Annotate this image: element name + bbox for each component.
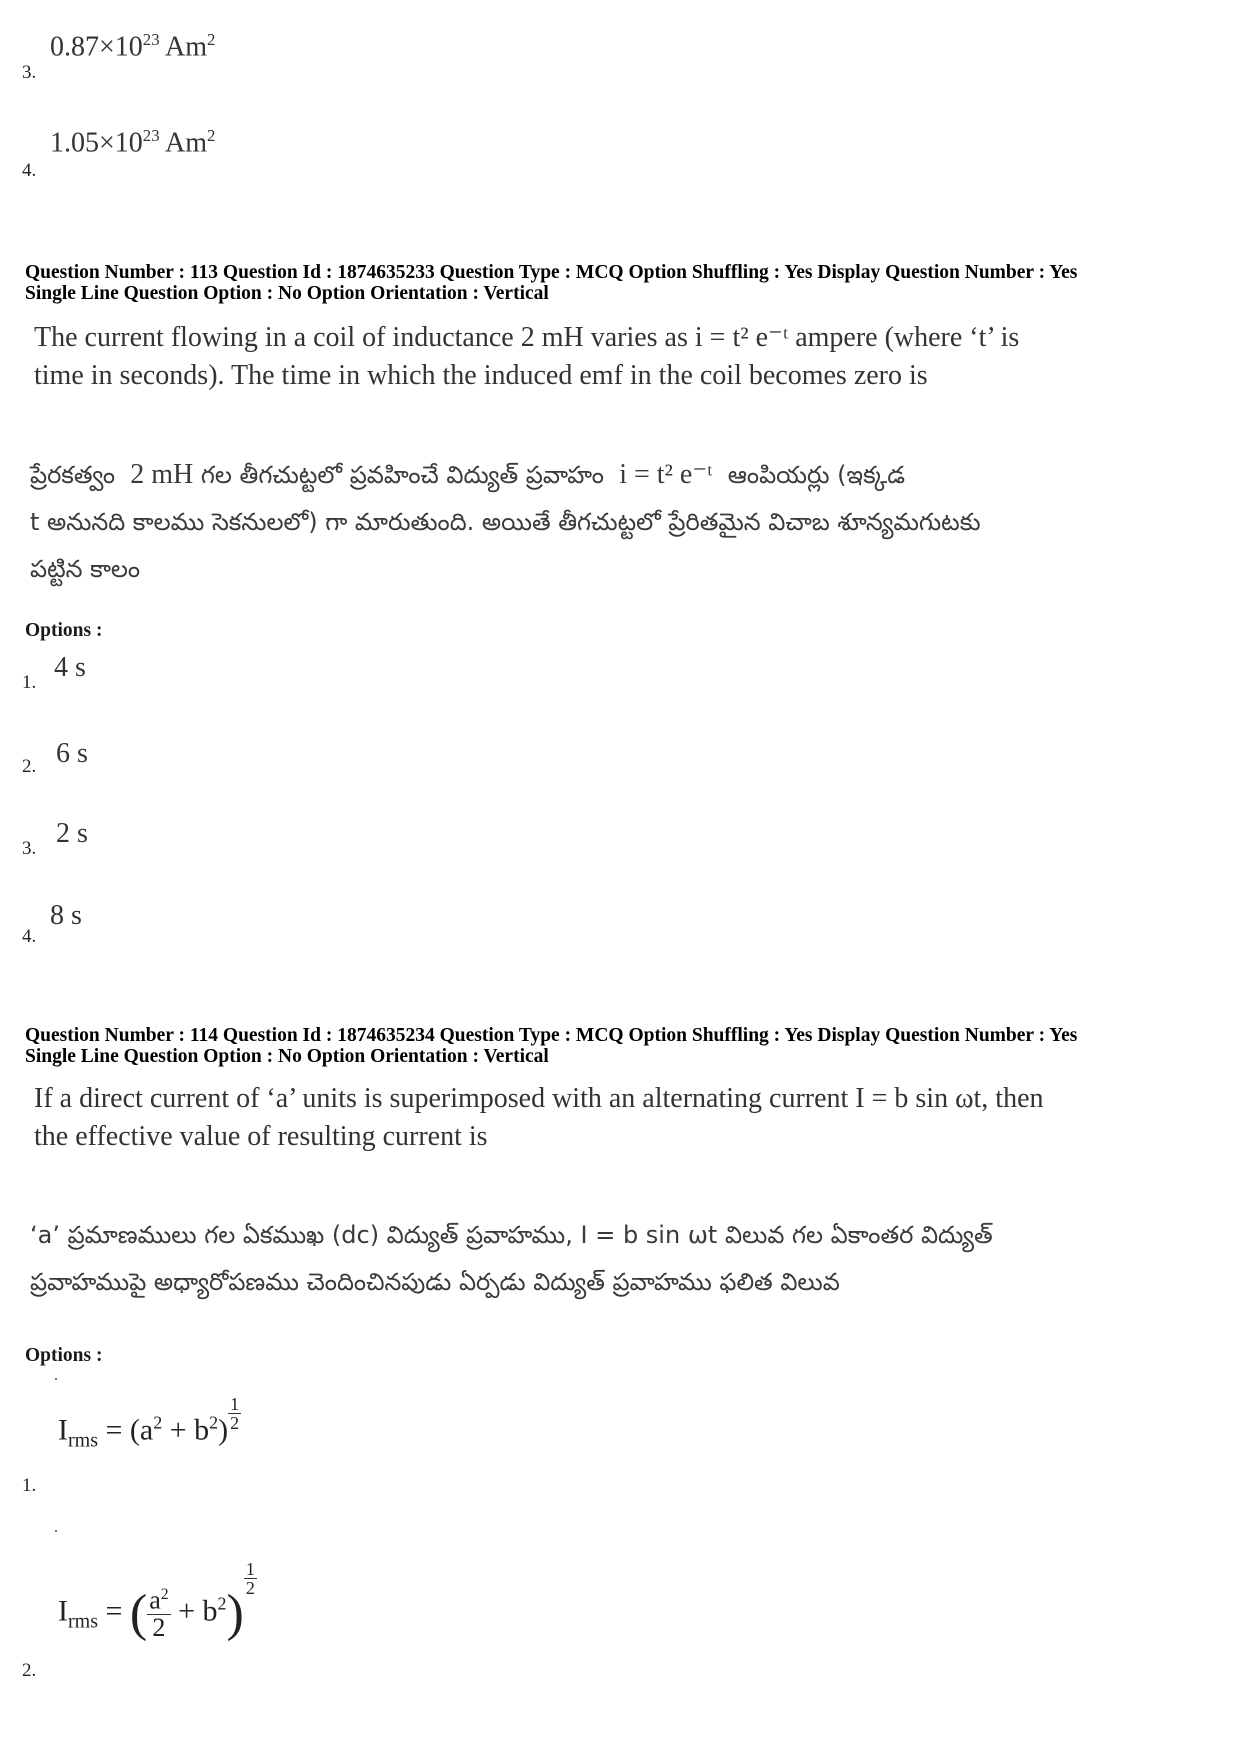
q113-option-3-value: 2 s (56, 818, 88, 849)
q114-english-text (34, 1080, 1184, 1156)
q113-option-1-value: 4 s (54, 652, 86, 683)
prev-option-4-value: $1.05\times 10^{23}$ Am$^2$ (50, 126, 216, 159)
prev-option-3-number: 3. (22, 62, 37, 83)
q113-telugu-text (30, 451, 1210, 593)
q114-option-2-value: $I_{rms}$ = ( $\frac{a^2}{2}$ + $b^2$) $^{\frac{1}{2}}$ (58, 1559, 255, 1643)
q113-english-line2: time in seconds). The time in which the induced emf in the coil becomes zero is (34, 360, 928, 391)
q113-telugu-l1e: ఆంపియర్లు (ఇక్కడ (727, 461, 905, 489)
q114-telugu-line1: ‘a’ ప్రమాణములు గల ఏకముఖ (dc) విద్యుత్ ప్రవాహము, I = b sin ωt విలువ గల ఏకాంతర విద్యుత్ (30, 1221, 993, 1249)
q114-option-2-marker (55, 1530, 57, 1532)
q113-meta-line1: Question Number : 113 Question Id : 1874635233 Question Type : MCQ Option Shuffling : Yes Display Question Number : Yes (25, 262, 1078, 283)
q114-telugu-line2: ప్రవాహముపై అధ్యారోపణము చెందించినపుడు ఏర్పడు విద్యుత్ ప్రవాహము ఫలిత విలువ (30, 1268, 840, 1296)
q113-option-4-value: 8 s (50, 900, 82, 931)
q113-meta-line2: Single Line Question Option : No Option Orientation : Vertical (25, 283, 549, 304)
q113-option-4-number: 4. (22, 926, 37, 947)
q114-telugu-text (30, 1212, 1210, 1306)
q113-meta (25, 262, 1077, 304)
q114-meta-line2: Single Line Question Option : No Option Orientation : Vertical (25, 1046, 549, 1067)
q113-telugu-l1d: i = t² e⁻ᵗ (619, 459, 713, 490)
prev-option-4-number: 4. (22, 160, 37, 181)
q113-telugu-l1b: 2 mH (130, 459, 194, 490)
q113-telugu-l1c: గల తీగచుట్టలో ప్రవహించే విద్యుత్ ప్రవాహం (200, 461, 604, 489)
q114-option-1-marker (55, 1378, 57, 1380)
q113-options-label: Options : (25, 620, 103, 641)
q113-telugu-line2: t అనునది కాలము సెకనులలో) గా మారుతుంది. అయితే తీగచుట్టలో ప్రేరితమైన విచాబ శూన్యమగుటకు (30, 508, 981, 536)
q113-telugu-l1a: ప్రేరకత్వం (30, 461, 116, 489)
q114-options-label: Options : (25, 1345, 103, 1366)
q114-english-line1: If a direct current of ‘a’ units is superimposed with an alternating current I = b sin ωt, then (34, 1083, 1044, 1114)
q113-option-3-number: 3. (22, 838, 37, 859)
prev-option-3-value: $0.87\times 10^{23}$ Am$^2$ (50, 30, 216, 63)
q113-option-1-number: 1. (22, 672, 37, 693)
q114-english-line2: the effective value of resulting current is (34, 1121, 488, 1152)
q113-telugu-line1 (30, 451, 1210, 499)
q114-option-1-number: 1. (22, 1475, 37, 1496)
q114-option-2-number: 2. (22, 1660, 37, 1681)
q114-meta (25, 1025, 1077, 1067)
q114-option-1-value: $I_{rms} = (a^2 + b^2)$ $^{\frac{1}{2}}$ (58, 1394, 240, 1452)
q113-english-text (34, 319, 1184, 395)
q113-option-2-number: 2. (22, 756, 37, 777)
q113-telugu-line3: పట్టిన కాలం (30, 555, 141, 583)
q113-english-line1: The current flowing in a coil of inductance 2 mH varies as i = t² e⁻ᵗ ampere (where ‘t’ is (34, 322, 1020, 353)
q114-meta-line1: Question Number : 114 Question Id : 1874635234 Question Type : MCQ Option Shuffling : Yes Display Question Number : Yes (25, 1025, 1078, 1046)
q113-option-2-value: 6 s (56, 738, 88, 769)
